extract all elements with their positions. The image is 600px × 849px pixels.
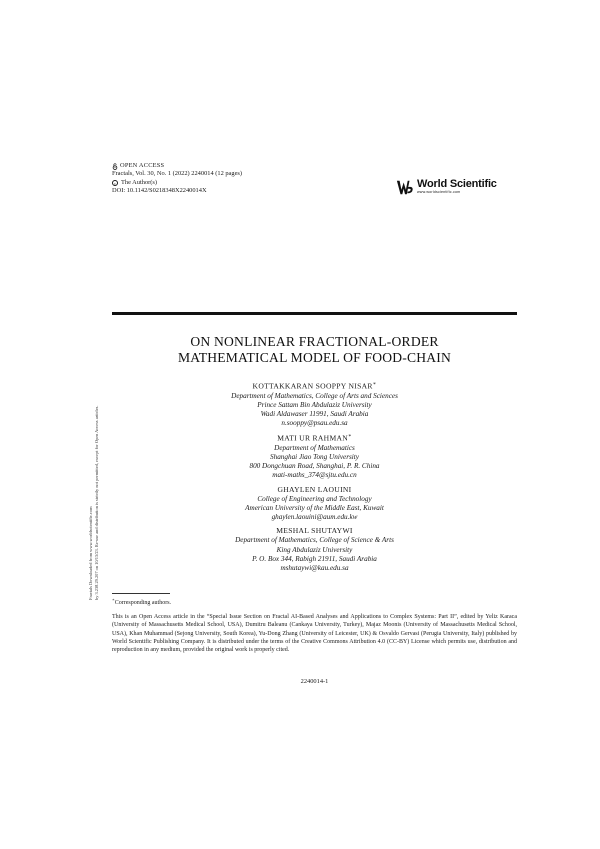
author-affiliation-line: 800 Dongchuan Road, Shanghai, P. R. China [249, 462, 380, 471]
side-note-line-2: by 3.238.29.207 on 10/13/23. Re-use and distribution is strictly not permitted, except for Open Access articles. [93, 405, 99, 600]
author-affiliation-line: Prince Sattam Bin Abdulaziz University [257, 400, 372, 409]
license-footnote: This is an Open Access article in the “Special Issue Section on Fractal AI-Based Analyses and Applications to Complex Systems: Part II”, edited by Yeliz Karaca (University of Massachusetts Medical School, USA), Dumitru Baleanu (Cankaya University, Turkey), Majaz Moonis (University of Massachusetts Medical School, USA), Khan Muhammad (Sejong University, South Korea), Yu-Dong Zhang (University of Leicester, UK) & Osvaldo Gervasi (Perugia University, Italy) published by World Scientific Publishing Company. It is distributed under the terms of the Creative Commons Attribution 4.0 (CC-BY) License which permits use, distribution and reproduction in any medium, provided the original work is properly cited. [112, 614, 517, 654]
author-name: KOTTAKKARAN SOOPPY NISAR∗ [252, 381, 377, 391]
publisher-name: World Scientific [417, 178, 497, 190]
open-access-row [112, 162, 242, 170]
side-note-line-1: Fractals Downloaded from www.worldscientific.com [88, 506, 93, 600]
author-list [112, 380, 517, 577]
author-affiliation-line: Department of Mathematics, College of Arts and Sciences [231, 391, 398, 400]
world-scientific-logo [396, 178, 497, 196]
author-email[interactable]: ghaylen.laouini@aum.edu.kw [271, 513, 358, 522]
author-affiliation-line: American University of the Middle East, Kuwait [245, 503, 384, 512]
author-block [112, 380, 517, 428]
corresponding-footnote: ∗Corresponding authors. [112, 597, 172, 606]
title-rule [112, 312, 517, 315]
author-name: MESHAL SHUTAYWI [276, 526, 353, 536]
author-block [112, 432, 517, 480]
doi-link[interactable]: DOI: 10.1142/S0218348X2240014X [112, 187, 207, 195]
copyright-icon: c [112, 180, 118, 186]
author-name: MATI UR RAHMAN∗ [277, 433, 352, 443]
world-scientific-logo-icon [396, 178, 414, 196]
author-affiliation-line: P. O. Box 344, Rabigh 21911, Saudi Arabia [252, 554, 377, 563]
paper-title [112, 334, 517, 366]
copyright-text: The Author(s) [121, 178, 158, 186]
author-block [112, 485, 517, 523]
open-access-label: OPEN ACCESS [120, 162, 165, 169]
copyright-row [112, 179, 242, 187]
author-affiliation-line: Department of Mathematics [274, 443, 355, 452]
title-line-2: MATHEMATICAL MODEL OF FOOD-CHAIN [177, 350, 452, 365]
author-affiliation-line: Department of Mathematics, College of Science & Arts [235, 536, 394, 545]
journal-citation: Fractals, Vol. 30, No. 1 (2022) 2240014 (12 pages) [112, 170, 243, 178]
page-number: 2240014-1 [300, 678, 329, 685]
author-email[interactable]: mshutaywi@kau.edu.sa [280, 563, 349, 572]
title-line-1: ON NONLINEAR FRACTIONAL-ORDER [190, 334, 439, 349]
footnote-rule [112, 593, 170, 594]
author-block [112, 526, 517, 573]
author-email[interactable]: n.sooppy@psau.edu.sa [281, 419, 348, 428]
author-affiliation-line: King Abdulaziz University [276, 545, 353, 554]
author-affiliation-line: Shanghai Jiao Tong University [270, 453, 359, 462]
footnotes [112, 596, 517, 660]
author-affiliation-line: Wadi Aldawaser 11991, Saudi Arabia [260, 409, 369, 418]
open-access-lock-icon [112, 163, 118, 170]
author-name: GHAYLEN LAOUINI [277, 484, 352, 494]
author-affiliation-line: College of Engineering and Technology [257, 494, 372, 503]
publisher-tagline: www.worldscientific.com [417, 190, 461, 194]
journal-header [112, 162, 242, 196]
author-email[interactable]: mati-maths_374@sjtu.edu.cn [272, 471, 357, 480]
